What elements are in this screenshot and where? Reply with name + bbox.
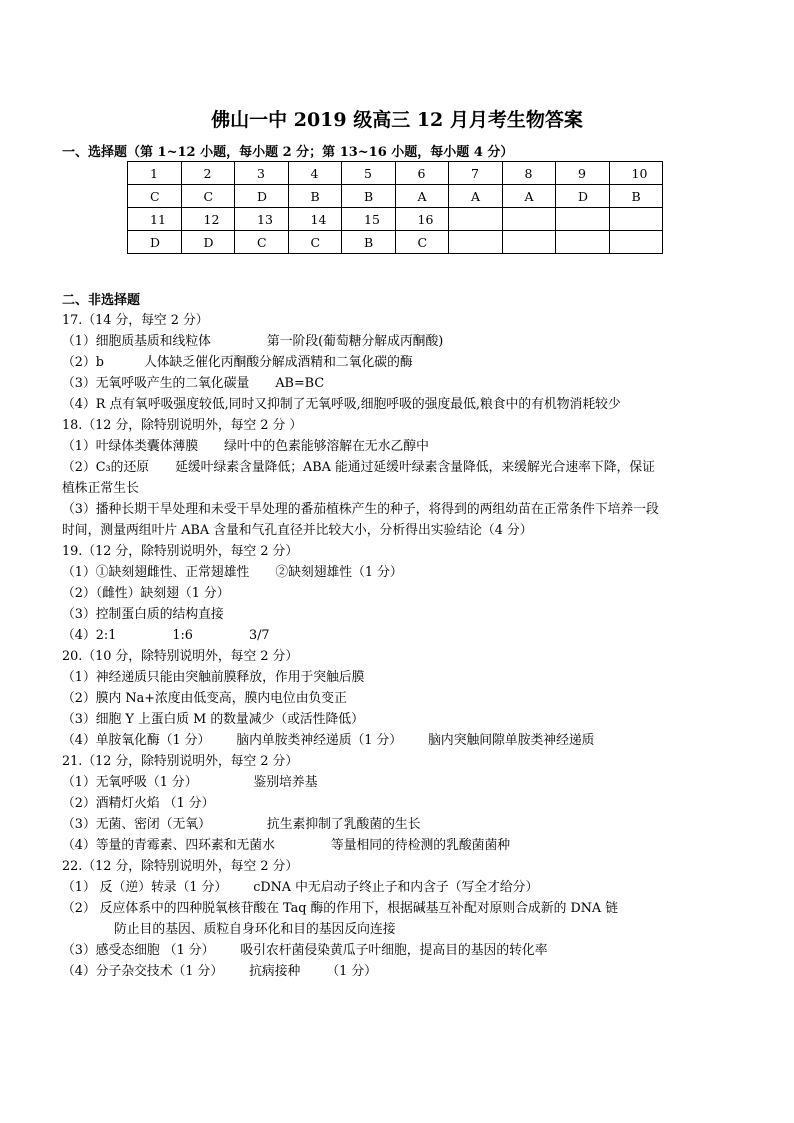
table-cell: 14 — [288, 208, 342, 231]
table-cell: A — [449, 185, 503, 208]
answer-text: （1） 反（逆）转录（1 分） — [62, 880, 228, 895]
table-cell: 12 — [181, 208, 235, 231]
answer-text: （2）酒精灯火焰 （1 分） — [62, 796, 215, 811]
answer-line — [62, 415, 732, 436]
answer-text: 人体缺乏催化丙酮酸分解成酒精和二氧化碳的酶 — [143, 355, 413, 370]
answer-text: 抗生素抑制了乳酸菌的生长 — [266, 817, 421, 832]
table-cell: 11 — [128, 208, 182, 231]
answer-text: 时间，测量两组叶片 ABA 含量和气孔直径并比较大小，分析得出实验结论（4 分） — [62, 523, 533, 538]
answer-line — [62, 457, 732, 478]
answer-line — [62, 877, 732, 898]
answer-text: （2） 反应体系中的四种脱氧核苷酸在 Taq 酶的作用下，根据碱基互补配对原则合成新的 DNA 链 — [62, 901, 619, 916]
answer-line — [62, 499, 732, 520]
answer-text: （1）叶绿体类囊体薄膜 — [62, 439, 199, 454]
answer-text: 1:6 — [172, 628, 193, 643]
answer-text: （3）细胞 Y 上蛋白质 M 的数量减少（或活性降低） — [62, 712, 364, 727]
answer-line — [62, 793, 732, 814]
answer-line — [62, 646, 732, 667]
answer-line — [62, 835, 732, 856]
answer-text: 植株正常生长 — [62, 481, 139, 496]
table-cell: C — [395, 231, 449, 254]
table-cell — [449, 208, 503, 231]
section1-heading: 一、选择题（第 1~12 小题，每小题 2 分；第 13~16 小题，每小题 4 分） — [62, 145, 514, 160]
table-row — [128, 231, 663, 254]
answer-line — [62, 898, 732, 919]
table-row — [128, 162, 663, 185]
table-cell — [609, 231, 663, 254]
table-cell: B — [342, 231, 396, 254]
table-cell: 1 — [128, 162, 182, 185]
answer-text: cDNA 中无启动子终止子和内含子（写全才给分） — [253, 880, 539, 895]
answer-text: （4）分子杂交技术（1 分） — [62, 964, 224, 979]
answer-lines — [62, 310, 732, 982]
answer-line — [62, 625, 732, 646]
answer-line — [62, 541, 732, 562]
table-cell: 16 — [395, 208, 449, 231]
answer-text: 绿叶中的色素能够溶解在无水乙醇中 — [224, 439, 429, 454]
answer-text: 延缓叶绿素含量降低；ABA 能通过延缓叶绿素含量降低，来缓解光合速率下降，保证 — [175, 460, 655, 475]
answer-text: （1）①缺刻翅雌性、正常翅雄性 — [62, 565, 250, 580]
table-cell — [502, 231, 556, 254]
table-cell: 13 — [235, 208, 289, 231]
answer-text: （4）2:1 — [62, 628, 117, 643]
answer-text: 鉴别培养基 — [253, 775, 318, 790]
answer-text: 21.（12 分，除特别说明外，每空 2 分） — [62, 754, 299, 769]
table-cell: B — [342, 185, 396, 208]
table-cell: 5 — [342, 162, 396, 185]
answer-text: 脑内突触间隙单胺类神经递质 — [428, 733, 595, 748]
answer-line — [62, 583, 732, 604]
table-cell: 4 — [288, 162, 342, 185]
table-cell: A — [502, 185, 556, 208]
answer-text: ②缺刻翅雄性（1 分） — [275, 565, 403, 580]
answer-line — [62, 709, 732, 730]
table-cell: D — [128, 231, 182, 254]
answer-text: 3/7 — [248, 628, 270, 643]
table-cell: C — [235, 231, 289, 254]
answer-line — [62, 310, 732, 331]
section2-heading: 二、非选择题 — [62, 293, 141, 308]
answer-text: 第一阶段(葡萄糖分解成丙酮酸) — [266, 334, 444, 349]
table-cell — [609, 208, 663, 231]
answer-text: 等量相同的待检测的乳酸菌菌种 — [330, 838, 511, 853]
table-cell — [449, 231, 503, 254]
table-cell: 15 — [342, 208, 396, 231]
table-cell — [556, 231, 610, 254]
table-cell: C — [128, 185, 182, 208]
answer-line — [62, 730, 732, 751]
table-cell: 2 — [181, 162, 235, 185]
table-cell: 8 — [502, 162, 556, 185]
answer-line — [62, 751, 732, 772]
table-cell — [502, 208, 556, 231]
answer-text: （1）细胞质基质和线粒体 — [62, 334, 211, 349]
table-cell: 10 — [609, 162, 663, 185]
answer-line — [62, 961, 732, 982]
answer-line — [62, 373, 732, 394]
answer-line — [62, 604, 732, 625]
answer-text: （3）控制蛋白质的结构直接 — [62, 607, 224, 622]
answer-text: （2）（雌性）缺刻翅（1 分） — [62, 586, 230, 601]
answer-line — [62, 688, 732, 709]
answer-text: （4）R 点有氧呼吸强度较低,同时又抑制了无氧呼吸,细胞呼吸的强度最低,粮食中的有机物消耗较少 — [62, 397, 621, 412]
answer-text: （1）神经递质只能由突触前膜释放，作用于突触后膜 — [62, 670, 365, 685]
answer-text: （3）播种长期干旱处理和未受干旱处理的番茄植株产生的种子，将得到的两组幼苗在正常条件下培养一段 — [62, 502, 659, 517]
answer-text: 19.（12 分，除特别说明外，每空 2 分） — [62, 544, 299, 559]
table-cell: B — [609, 185, 663, 208]
table-cell: 6 — [395, 162, 449, 185]
answer-text: （2）b — [62, 355, 104, 370]
answer-line — [62, 520, 732, 541]
answer-line — [62, 940, 732, 961]
answer-text: （3）无菌、密闭（无氧） — [62, 817, 211, 832]
answer-text: 22.（12 分，除特别说明外，每空 2 分） — [62, 859, 299, 874]
answer-line — [62, 436, 732, 457]
table-cell: B — [288, 185, 342, 208]
table-row — [128, 208, 663, 231]
table-cell: 9 — [556, 162, 610, 185]
answer-line — [62, 919, 732, 940]
table-cell — [556, 208, 610, 231]
table-cell: D — [235, 185, 289, 208]
answer-text: 吸引农杆菌侵染黄瓜子叶细胞，提高目的基因的转化率 — [240, 943, 548, 958]
answer-table — [127, 161, 663, 254]
answer-text: （2）C₃的还原 — [62, 460, 150, 475]
table-cell: A — [395, 185, 449, 208]
answer-line — [62, 856, 732, 877]
page-title: 佛山一中 2019 级高三 12 月月考生物答案 — [211, 109, 583, 131]
table-cell: C — [288, 231, 342, 254]
answer-text: （3）感受态细胞 （1 分） — [62, 943, 215, 958]
answer-text: 20.（10 分，除特别说明外，每空 2 分） — [62, 649, 299, 664]
answer-line — [62, 667, 732, 688]
answer-text: 防止目的基因、质粒自身环化和目的基因反向连接 — [114, 922, 396, 937]
answer-text: 脑内单胺类神经递质（1 分） — [236, 733, 403, 748]
answer-text: 抗病接种 — [249, 964, 301, 979]
table-cell: D — [181, 231, 235, 254]
answer-text: （3）无氧呼吸产生的二氧化碳量 — [62, 376, 250, 391]
answer-line — [62, 478, 732, 499]
table-row — [128, 185, 663, 208]
answer-line — [62, 352, 732, 373]
answer-line — [62, 394, 732, 415]
table-cell: 3 — [235, 162, 289, 185]
table-cell: C — [181, 185, 235, 208]
answer-text: （2）膜内 Na+浓度由低变高，膜内电位由负变正 — [62, 691, 347, 706]
answer-line — [62, 772, 732, 793]
answer-text: AB=BC — [275, 376, 325, 391]
answer-text: （4）单胺氧化酶（1 分） — [62, 733, 211, 748]
table-cell: 7 — [449, 162, 503, 185]
answer-text: 17.（14 分，每空 2 分） — [62, 313, 209, 328]
table-cell: D — [556, 185, 610, 208]
answer-line — [62, 331, 732, 352]
answer-text: （1 分） — [326, 964, 377, 979]
answer-text: （1）无氧呼吸（1 分） — [62, 775, 198, 790]
answer-text: （4）等量的青霉素、四环素和无菌水 — [62, 838, 275, 853]
answer-line — [62, 814, 732, 835]
answer-text: 18.（12 分，除特别说明外，每空 2 分 ） — [62, 418, 303, 433]
answer-line — [62, 562, 732, 583]
